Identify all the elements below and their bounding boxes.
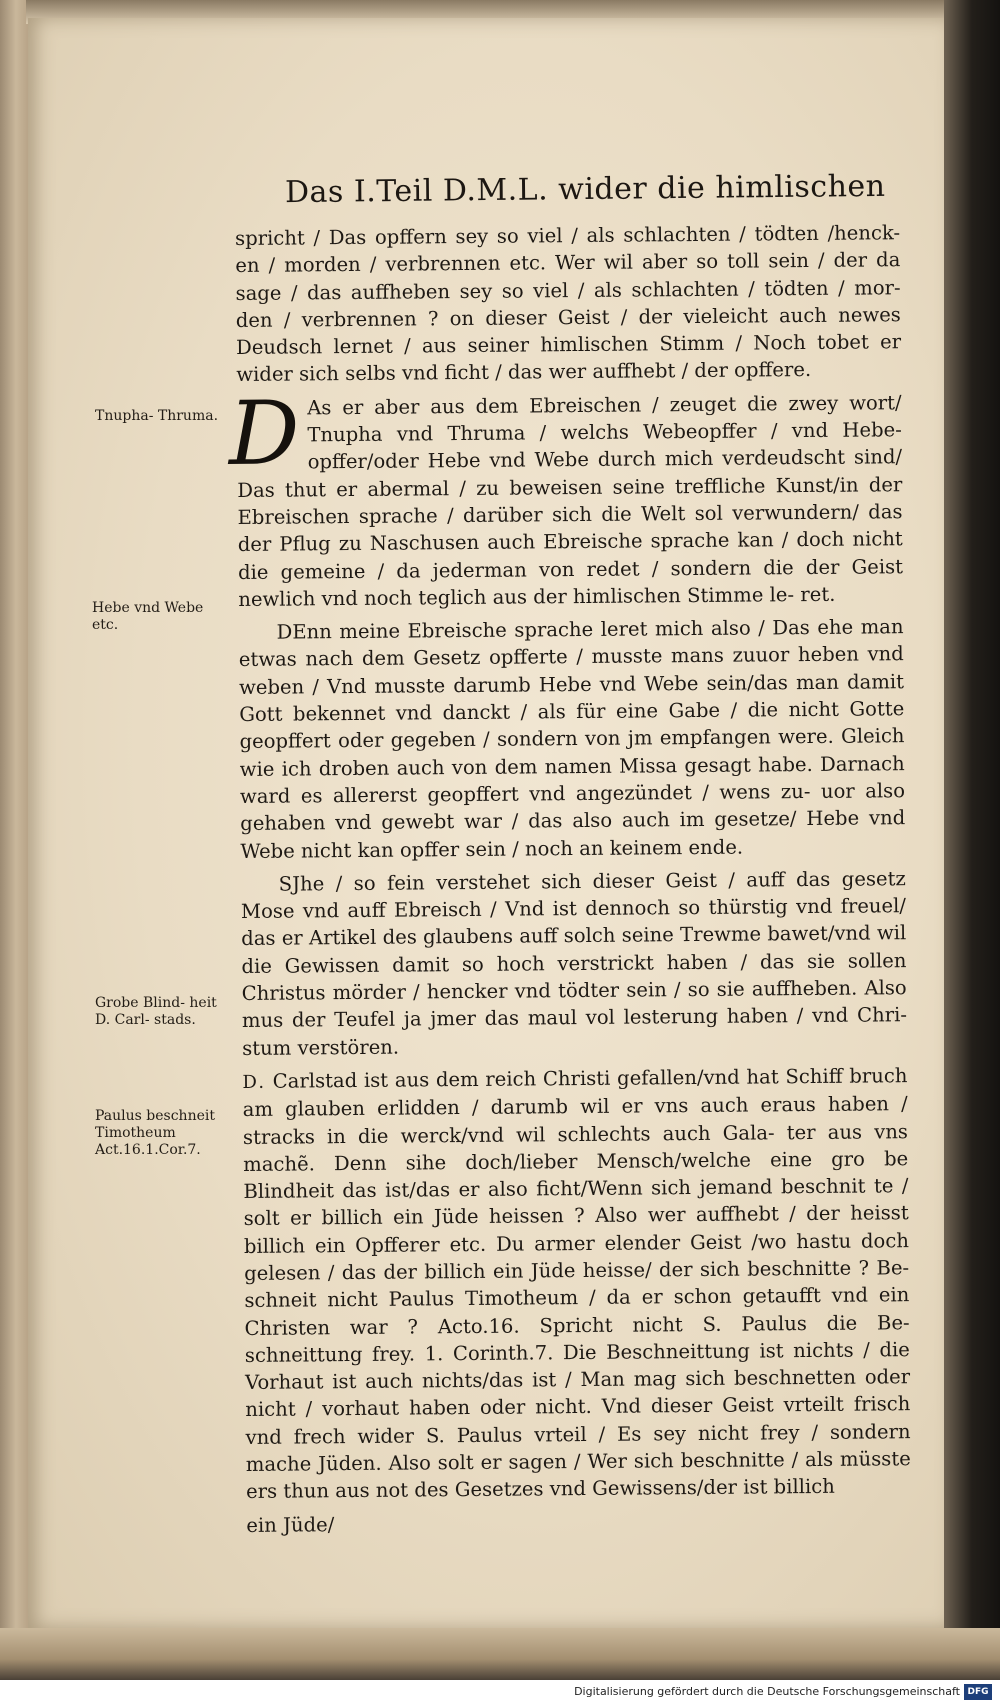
paragraph-3: DEnn meine Ebreische sprache leret mich also / Das ehe man etwas nach dem Gesetz opfferte / musste mans zuuor heben vnd weben / Vnd musste darumb Hebe vnd Webe sein/das man damit Gott bekennet vnd danckt / als für eine Gabe / die nicht Gotte geopffert oder gegeben / sondern von jm empfangen were. Gleich wie ich droben auch von dem namen Missa gesagt habe. Darnach ward es allererst geopffert vnd angezündet / wens zu- uor also gehaben vnd gewebt war / das also auch im gesetze/ Hebe vnd Webe nicht kan opffer sein / noch an keinem ende.	[238, 615, 906, 863]
paragraph-5-text: Carlstad ist aus dem reich Christi gefallen/vnd hat Schiff bruch am glauben erlidden / darumb wil er vns auch eraus haben / stracks in die werck/vnd wil schlechts auch Gala- ter aus vns machẽ. Denn sihe doch/lieber Mensch/welche eine gro be Blindheit das ist/das er also ficht/Wenn sich jemand beschnit te / solt er billich ein Jüde heissen ? Also wer auffhebt / der heisst billich ein Opfferer etc. Du armer elender Geist /wo hastu doch gelesen / das der billich ein Jüde heisse/ der sich beschnitte ? Be- schneit nicht Paulus Timotheum / da er schon getaufft vnd ein Christen war ? Acto.16. Spricht nicht S. Paulus die Be- schneittung frey. 1. Corinth.7. Die Beschneittung ist nichts / die Vorhaut ist auch nichts/das ist / Man mag sich beschnetten oder nicht / vorhaut haben oder nicht. Vnd dieser Geist vrteilt frisch vnd frech wider S. Paulus vrteil / Es sey nicht frey / sondern mache Jüden. Also solt er sagen / Wer sich beschnitte / als müsste ers thun aus not des Gesetzes vnd Gewissens/der ist billich	[242, 1064, 911, 1504]
marginal-note-tnupha: Tnupha- Thruma.	[95, 408, 219, 424]
right-edge-shadow	[944, 0, 1000, 1660]
initial-d-carlstad: D.	[242, 1071, 267, 1093]
catchline: ein Jüde/	[246, 1512, 335, 1537]
marginal-note-grobe-blindheit: Grobe Blind- heit D. Carl- stads.	[95, 995, 217, 1028]
main-text	[228, 219, 911, 1545]
paragraph-4: SJhe / so fein verstehet sich dieser Geist / auff das gesetz Mose vnd auff Ebreisch / Vnd ist dennoch so thürstig vnd freuel/ das er Artikel des glaubens auff solch seine Trewme bawet/vnd wil die Gewissen damit so hoch verstrickt haben / das sie sollen Christus mörder / hencker vnd tödter sein / so sie auffheben. Also mus der Teufel ja jmer das maul vol lesterung haben / vnd Chri- stum verstören.	[240, 867, 908, 1060]
paragraph-5	[242, 1062, 911, 1506]
paragraph-1: spricht / Das opffern sey so viel / als schlachten / tödten /henck- en / morden / verbrennen etc. Wer wil aber so toll sein / der da sage / das auffheben sey so viel / als schlachten / tödten / mor- den / verbrennen ? on dieser Geist / der vieleicht auch newes Deudsch lernet / aus seiner himlischen Stimm / Noch tobet er wider sich selbs vnd ficht / das wer auffhebt / der opffere.	[235, 221, 902, 387]
book-bottom-edge	[0, 1628, 1000, 1680]
dfg-logo-icon: DFG	[964, 1684, 992, 1700]
running-head: Das I.Teil D.M.L. wider die himlischen	[284, 168, 886, 211]
paragraph-2-text: As er aber aus dem Ebreischen / zeuget die zwey wort/ Tnupha vnd Thruma / welchs Webeopffer / vnd Hebe- opffer/oder Hebe vnd Webe durch mich verdeudscht sind/ Das thut er abermal / zu beweisen seine treffliche Kunst/in der Ebreischen sprache / darüber sich die Welt sol verwundern/ das der Pflug zu Naschusen auch Ebreische sprache kan / doch nicht die gemeine / da jederman von redet / sondern die der Geist newlich vnd noch teglich aus der himlischen Stimme le- ret.	[237, 390, 904, 611]
marginal-note-paulus: Paulus beschneit Timotheum Act.16.1.Cor.7.	[95, 1108, 215, 1158]
paragraph-2	[228, 381, 904, 613]
drop-cap-initial: D	[228, 381, 300, 485]
digitization-credit: Digitalisierung gefördert durch die Deutsche Forschungsgemeinschaft	[574, 1685, 960, 1698]
marginal-note-hebe-webe: Hebe vnd Webe etc.	[92, 600, 204, 633]
